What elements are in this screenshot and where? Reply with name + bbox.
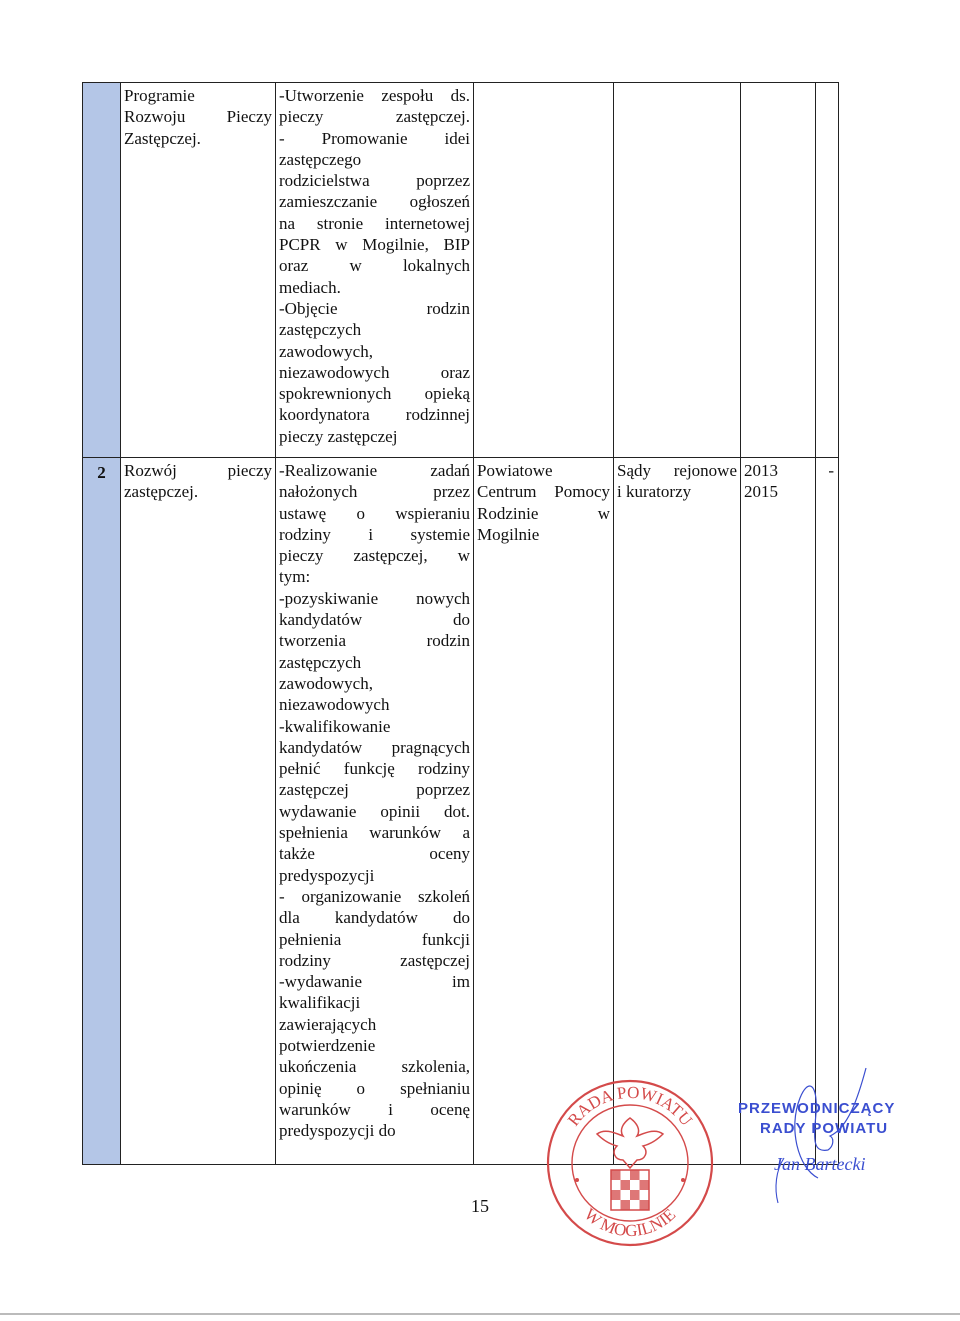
cell-text-line: Rodzinie w — [477, 503, 610, 523]
cell-text-line: - Promowanie idei — [279, 128, 470, 148]
row-number: 2 — [97, 463, 106, 482]
cell-text-line: zastępczych — [279, 652, 362, 672]
cell-text-line: także oceny — [279, 844, 470, 864]
cell-text-line: -kwalifikowanie — [279, 716, 391, 736]
cell-text-line: tym: — [279, 567, 311, 587]
cell-text-line: na stronie internetowej — [279, 213, 470, 233]
cell-text-line: pełnienia funkcji — [279, 929, 470, 949]
extra-cell — [816, 83, 839, 458]
signature-title-line2: RADY POWIATU — [760, 1120, 889, 1137]
cell-text-line: zastępczej. — [124, 482, 199, 502]
page-number: 15 — [471, 1196, 489, 1216]
cell-text-line: -Objęcie rodzin — [279, 298, 470, 318]
cell-text-line: pieczy zastępczej. — [279, 107, 470, 127]
cell-text-line: pieczy zastępczej — [279, 426, 398, 446]
cell-text-line: spokrewnionych opieką — [279, 384, 470, 404]
cell-text-line: Sądy rejonowe — [617, 461, 737, 480]
cell-text-line: 2015 — [744, 482, 778, 502]
years-dash: - — [828, 461, 834, 480]
cell-text-line: pełnić funkcję rodziny — [279, 759, 470, 779]
cell-text-line: zastępczej poprzez — [279, 780, 470, 800]
cell-text-line: koordynatora rodzinnej — [279, 405, 470, 425]
cell-text-line: -Realizowanie zadań — [279, 461, 470, 480]
cell-text-line: oraz w lokalnych — [279, 256, 470, 276]
cell-text-line: spełnienia warunków a — [279, 823, 470, 843]
cell-text-line: zawodowych, — [279, 673, 373, 693]
official-stamp-icon — [545, 1078, 715, 1248]
cell-text-line: rodziny zastępczej — [279, 950, 470, 970]
cell-text-line: kwalifikacji — [279, 993, 361, 1013]
row-number-cell — [83, 83, 121, 458]
cell-text-line: nałożonych przez — [279, 482, 470, 502]
row-number-cell — [83, 458, 121, 1165]
cell-text-line: Rozwój pieczy — [124, 461, 272, 480]
cell-text-line: potwierdzenie — [279, 1036, 376, 1056]
stamp-top-text: RADA POWIATU — [563, 1082, 697, 1130]
cell-text-line: predyspozycji — [279, 865, 375, 885]
cell-text-line: tworzenia rodzin — [279, 631, 470, 651]
cell-text-line: warunków i ocenę — [279, 1099, 470, 1119]
cell-text-line: Mogilnie — [477, 524, 540, 544]
cell-text-line: zastępczego — [279, 149, 362, 169]
cell-text-line: -wydawanie im — [279, 972, 470, 992]
cell-text-line: 2013 — [744, 461, 778, 480]
table-row — [83, 83, 839, 458]
realizer-cell — [474, 458, 614, 1165]
program-table — [82, 82, 839, 1165]
cell-text-line: niezawodowych — [279, 695, 390, 715]
cell-text-line: rodzicielstwa poprzez — [279, 171, 470, 191]
signature-name: Jan Bartecki — [774, 1154, 866, 1174]
goal-cell — [121, 458, 276, 1165]
cell-text-line: Powiatowe — [477, 461, 553, 480]
cell-text-line: i kuratorzy — [617, 482, 692, 502]
signature-title-line1: PRZEWODNICZĄCY — [738, 1100, 896, 1117]
cell-text-line: Rozwoju Pieczy — [124, 107, 272, 127]
table-row — [83, 458, 839, 1165]
realizer-cell — [474, 83, 614, 458]
cell-text-line: predyspozycji do — [279, 1121, 396, 1141]
cell-text-line: Zastępczej. — [124, 128, 201, 148]
cell-text-line: ukończenia szkolenia, — [279, 1057, 470, 1077]
cell-text-line: Centrum Pomocy — [477, 482, 610, 502]
cell-text-line: dla kandydatów do — [279, 908, 470, 928]
stamp-bottom-text: W MOGILNIE — [580, 1204, 680, 1241]
cell-text-line: opinię o spełnianiu — [279, 1078, 470, 1098]
cell-text-line: Programie — [124, 86, 195, 105]
cell-text-line: pieczy zastępczej, w — [279, 546, 470, 566]
cell-text-line: -Utworzenie zespołu ds. — [279, 86, 470, 105]
cell-text-line: -pozyskiwanie nowych — [279, 588, 470, 608]
cell-text-line: zastępczych — [279, 320, 362, 340]
tasks-cell — [276, 83, 474, 458]
cell-text-line: - organizowanie szkoleń — [279, 886, 470, 906]
partners-cell — [614, 458, 741, 1165]
cell-text-line: niezawodowych oraz — [279, 362, 470, 382]
cell-text-line: kandydatów do — [279, 610, 470, 630]
cell-text-line: PCPR w Mogilnie, BIP — [279, 235, 470, 255]
cell-text-line: zawodowych, — [279, 341, 373, 361]
scan-edge-line — [0, 1313, 960, 1315]
years-cell — [741, 83, 816, 458]
cell-text-line: kandydatów pragnących — [279, 737, 470, 757]
cell-text-line: rodziny i systemie — [279, 524, 470, 544]
cell-text-line: zawierających — [279, 1014, 377, 1034]
partners-cell — [614, 83, 741, 458]
cell-text-line: mediach. — [279, 277, 341, 297]
cell-text-line: zamieszczanie ogłoszeń — [279, 192, 470, 212]
row-number — [86, 85, 117, 87]
tasks-cell — [276, 458, 474, 1165]
cell-text-line: ustawę o wspieraniu — [279, 503, 470, 523]
goal-cell — [121, 83, 276, 458]
cell-text-line: wydawanie opinii dot. — [279, 801, 470, 821]
